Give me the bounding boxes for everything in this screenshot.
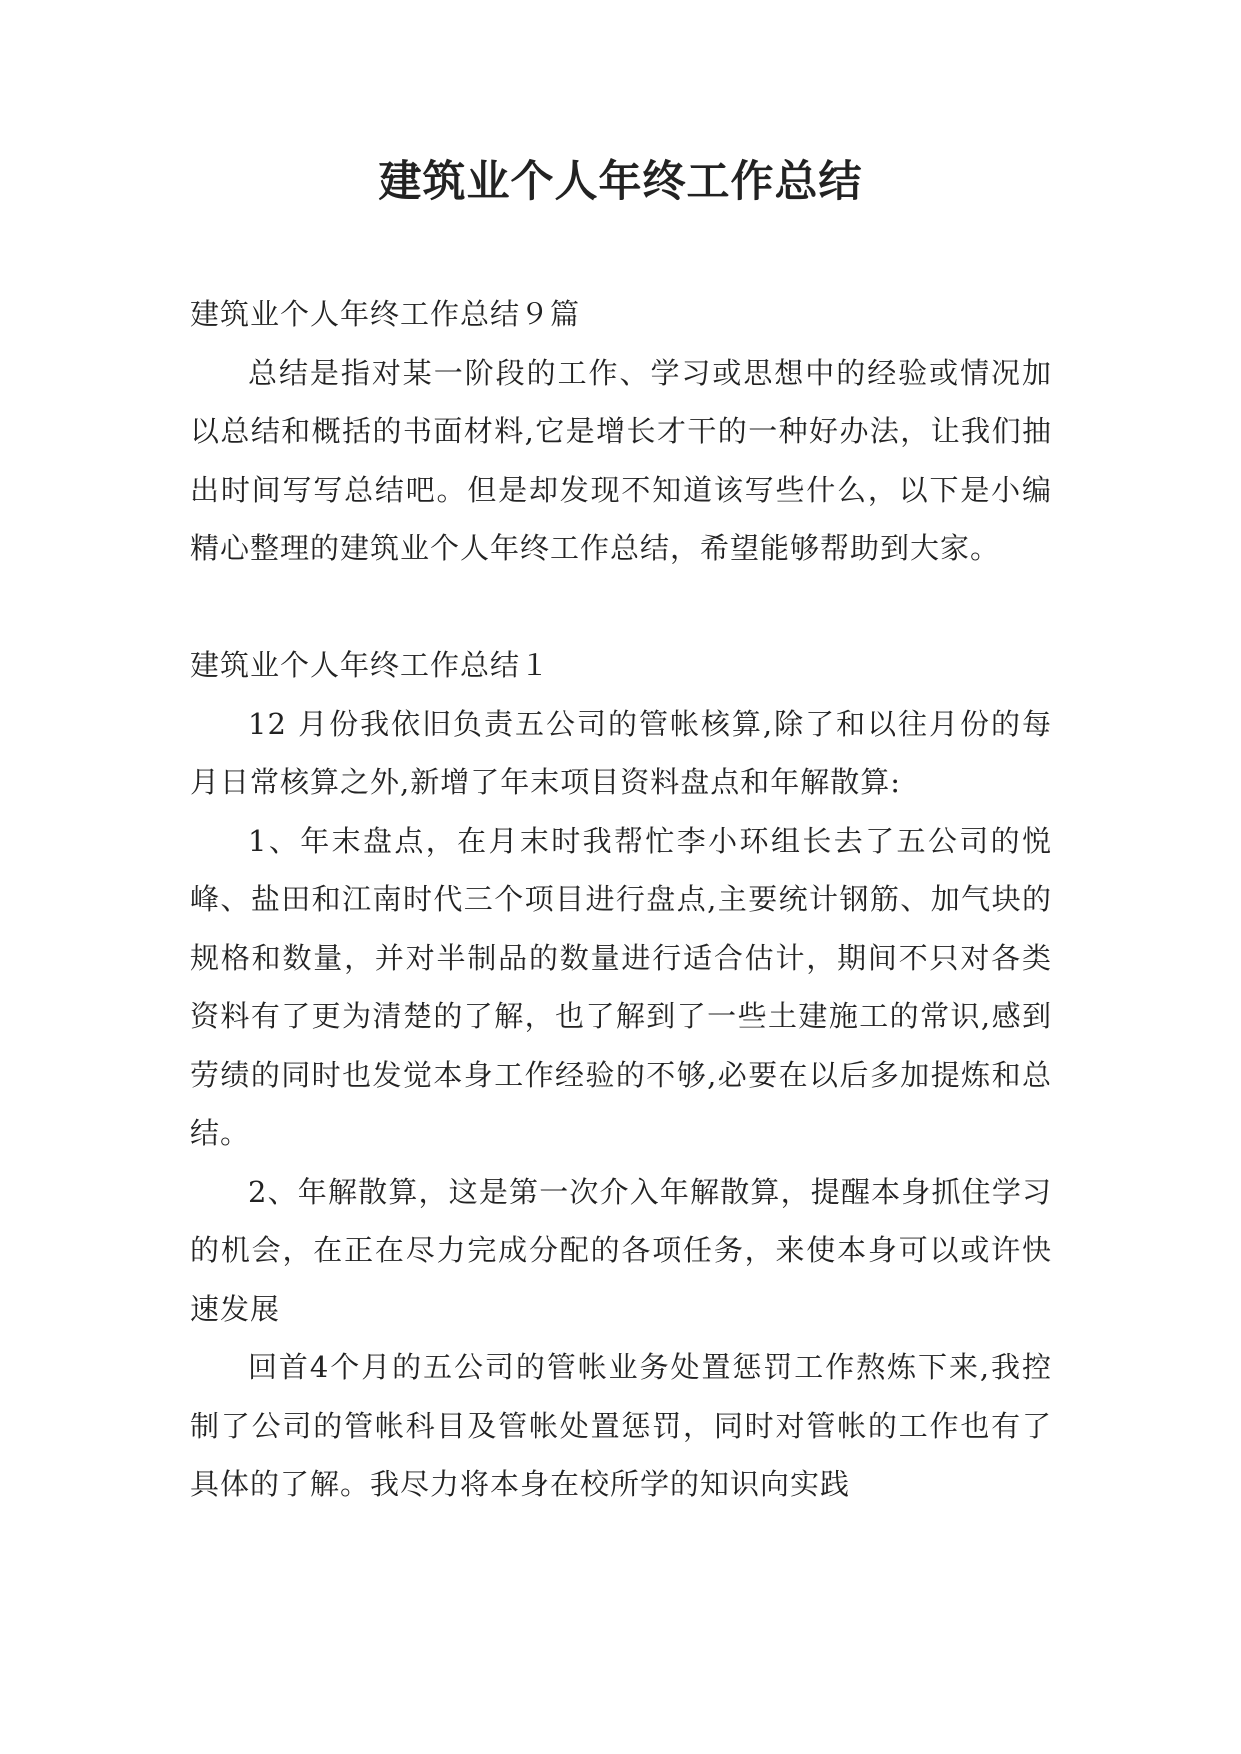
- intro-heading: 建筑业个人年终工作总结９篇: [190, 297, 581, 331]
- section-spacer: [190, 578, 1052, 637]
- intro-paragraph: 总结是指对某一阶段的工作、学习或思想中的经验或情况加以总结和概括的书面材料,它是增长才干的一种好办法，让我们抽出时间写写总结吧。但是却发现不知道该写些什么，以下是小编精心整理的建筑业个人年终工作总结，希望能够帮助到大家。: [190, 355, 1052, 565]
- section1-paragraph-2: 1、年末盘点，在月末时我帮忙李小环组长去了五公司的悦峰、盐田和江南时代三个项目进行盘点,主要统计钢筋、加气块的规格和数量，并对半制品的数量进行适合估计，期间不只对各类资料有了更为清楚的了解，也了解到了一些土建施工的常识,感到劳绩的同时也发觉本身工作经验的不够,必要在以后多加提炼和总结。: [190, 823, 1052, 1150]
- section1-paragraph-3: 2、年解散算，这是第一次介入年解散算，提醒本身抓住学习的机会，在正在尽力完成分配的各项任务，来使本身可以或许快速发展: [190, 1174, 1052, 1326]
- section1-paragraph-4: 回首4个月的五公司的管帐业务处置惩罚工作熬炼下来,我控制了公司的管帐科目及管帐处置惩罚，同时对管帐的工作也有了具体的了解。我尽力将本身在校所学的知识向实践: [190, 1350, 1052, 1501]
- document-body: [190, 285, 1052, 1514]
- document-title: 建筑业个人年终工作总结: [378, 157, 863, 207]
- section1-heading: 建筑业个人年终工作总结１: [190, 648, 551, 682]
- section1-paragraph-1: 12 月份我依旧负责五公司的管帐核算,除了和以往月份的每月日常核算之外,新增了年末项目资料盘点和年解散算:: [190, 706, 1052, 799]
